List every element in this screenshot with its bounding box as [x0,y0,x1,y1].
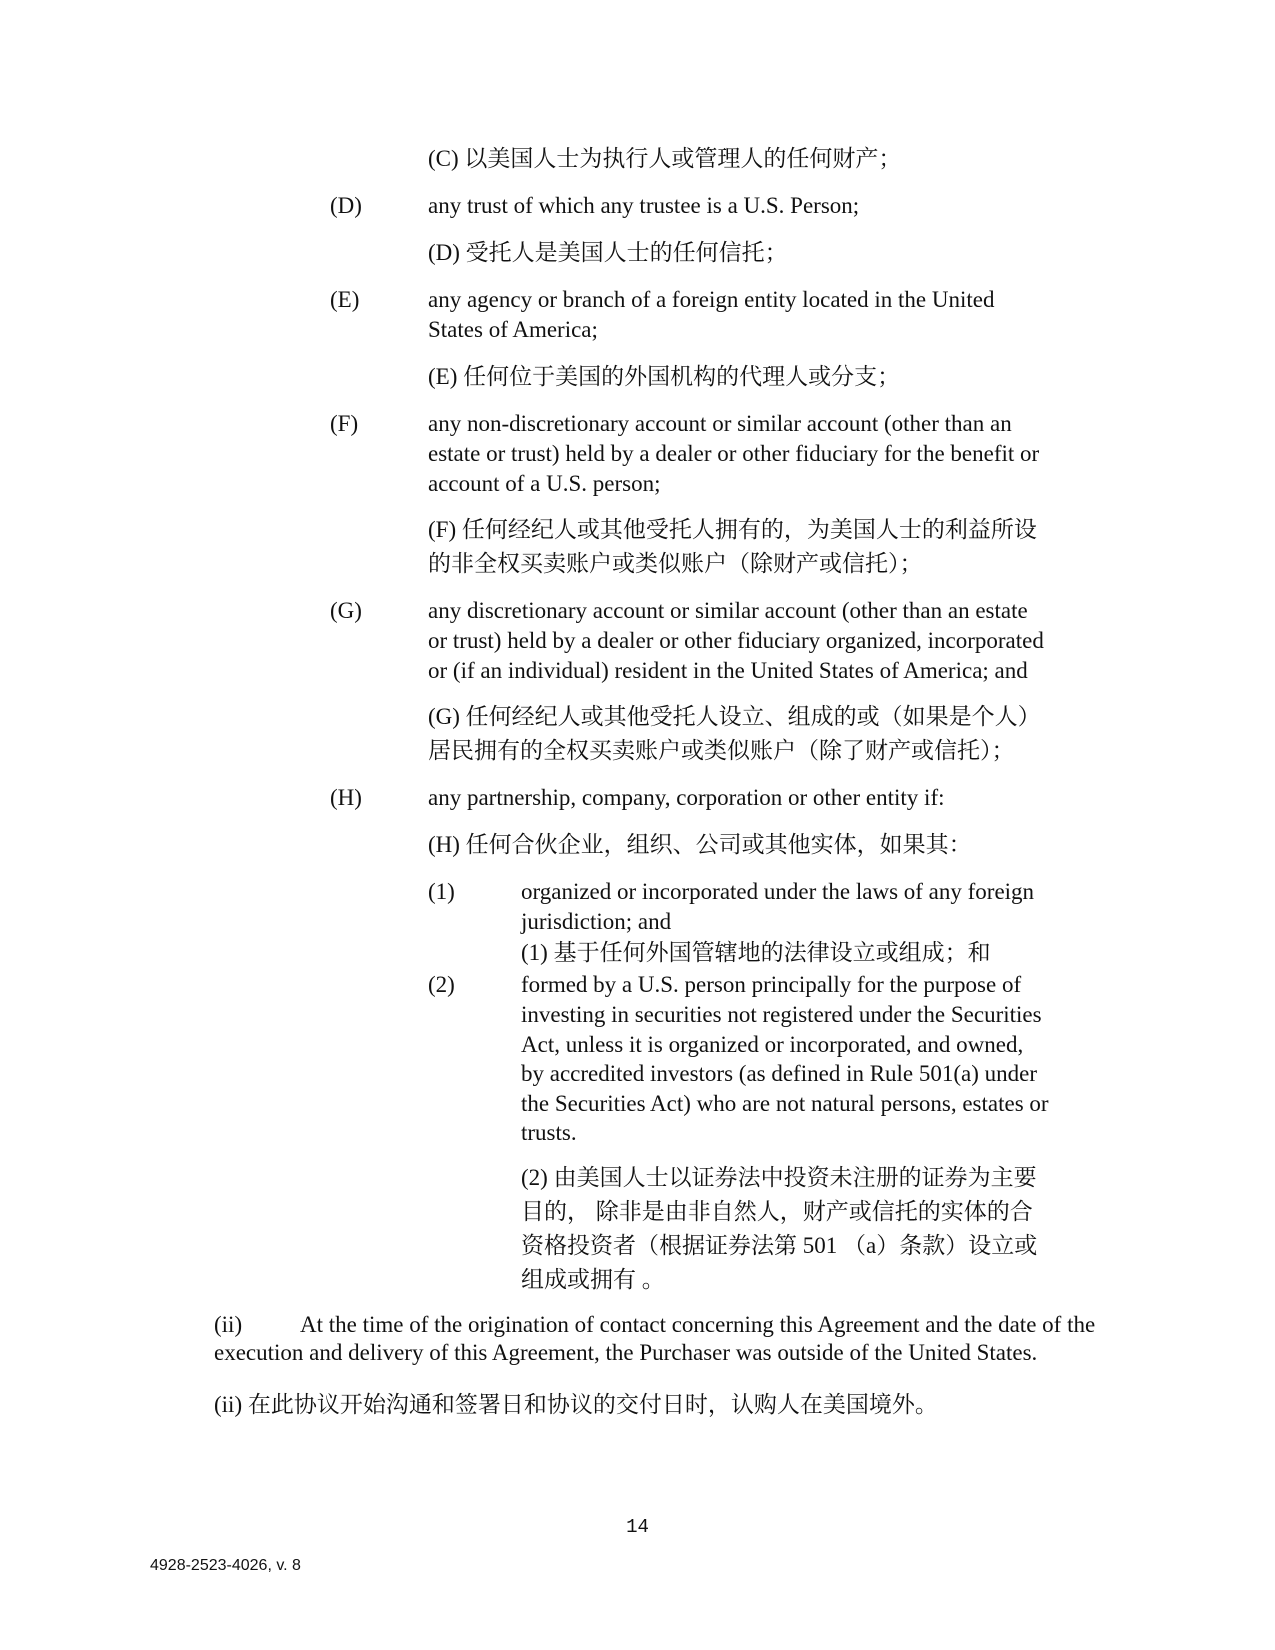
clause-e-zh: (E) 任何位于美国的外国机构的代理人或分支； [428,364,901,389]
clause-f-en-line-1: any non-discretionary account or similar account (other than an [428,411,1012,436]
clause-h1-en-line-1: organized or incorporated under the laws of any foreign [521,879,1035,904]
clause-h2-en-line-5: the Securities Act) who are not natural persons, estates or [521,1091,1049,1116]
clause-e-label: (E) [330,287,360,312]
clause-h2-zh-line-1: (2) 由美国人士以证券法中投资未注册的证券为主要 [521,1165,1037,1190]
clause-g-zh-line-1: (G) 任何经纪人或其他受托人设立、组成的或（如果是个人） [428,704,1041,729]
clause-d-zh: (D) 受托人是美国人士的任何信托； [428,240,788,265]
clause-d-en: any trust of which any trustee is a U.S. Person; [428,193,860,218]
clause-f-label: (F) [330,411,359,436]
clause-h2-en-line-2: investing in securities not registered under the Securities [521,1002,1042,1027]
clause-ii-en-line-2: execution and delivery of this Agreement, the Purchaser was outside of the United States. [214,1340,1038,1365]
clause-h2-en-line-4: by accredited investors (as defined in Rule 501(a) under [521,1061,1038,1086]
clause-f-en-line-2: estate or trust) held by a dealer or other fiduciary for the benefit or [428,441,1040,466]
clause-g-en-line-3: or (if an individual) resident in the United States of America; and [428,658,1028,683]
clause-h2-label: (2) [428,972,455,997]
clause-g-en-line-2: or trust) held by a dealer or other fiduciary organized, incorporated [428,628,1044,653]
clause-h2-zh-line-4: 组成或拥有 。 [521,1267,665,1292]
document-id: 4928-2523-4026, v. 8 [150,1557,301,1574]
clause-h1-zh: (1) 基于任何外国管辖地的法律设立或组成；和 [521,940,991,965]
clause-h1-en-line-2: jurisdiction; and [521,909,672,934]
clause-h2-en-line-1: formed by a U.S. person principally for the purpose of [521,972,1022,997]
clause-g-zh-line-2: 居民拥有的全权买卖账户或类似账户（除了财产或信托）； [428,738,1015,763]
clause-h2-zh-line-2: 目的， 除非是由非自然人，财产或信托的实体的合 [521,1199,1033,1224]
clause-ii-zh: (ii) 在此协议开始沟通和签署日和协议的交付日时，认购人在美国境外。 [214,1392,938,1417]
clause-ii-label: (ii) [214,1312,243,1337]
clause-d-label: (D) [330,193,362,218]
clause-f-zh-line-2: 的非全权买卖账户或类似账户（除财产或信托）； [428,551,923,576]
clause-f-en-line-3: account of a U.S. person; [428,471,661,496]
clause-ii-en-line-1: At the time of the origination of contact concerning this Agreement and the date of the [300,1312,1096,1337]
clause-h2-en-line-3: Act, unless it is organized or incorporated, and owned, [521,1032,1024,1057]
page-number: 14 [626,1516,649,1538]
clause-h2-en-line-6: trusts. [521,1120,577,1145]
clause-g-en-line-1: any discretionary account or similar account (other than an estate [428,598,1028,623]
clause-e-en-line-2: States of America; [428,317,598,342]
clause-h-label: (H) [330,785,362,810]
clause-f-zh-line-1: (F) 任何经纪人或其他受托人拥有的，为美国人士的利益所设 [428,517,1037,542]
clause-h-en: any partnership, company, corporation or other entity if: [428,785,945,810]
clause-e-en-line-1: any agency or branch of a foreign entity located in the United [428,287,995,312]
clause-h1-label: (1) [428,879,455,904]
clause-c-zh: (C) 以美国人士为执行人或管理人的任何财产； [428,146,902,171]
clause-h2-zh-line-3: 资格投资者（根据证券法第 501 （a）条款）设立或 [521,1233,1038,1258]
clause-g-label: (G) [330,598,362,623]
clause-h-zh: (H) 任何合伙企业，组织、公司或其他实体，如果其： [428,832,972,857]
